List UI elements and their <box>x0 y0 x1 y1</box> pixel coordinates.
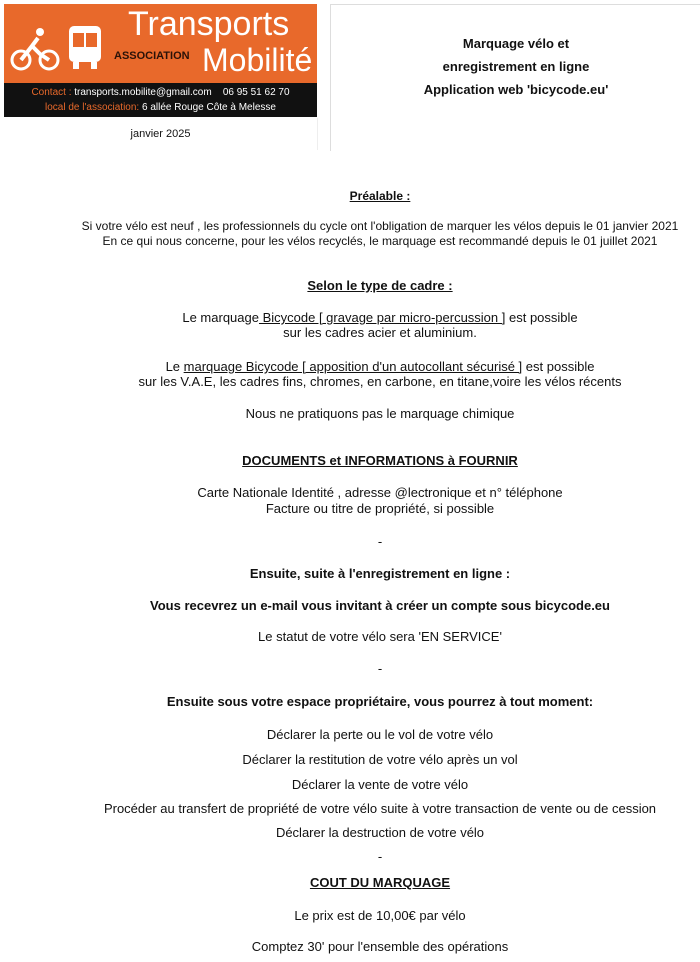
document-item: Facture ou titre de propriété, si possible <box>265 501 495 516</box>
action-item: Déclarer la restitution de votre vélo après un vol <box>242 752 518 767</box>
bicycle-icon <box>10 24 60 74</box>
autocollant-line2: sur les V.A.E, les cadres fins, chromes, en carbone, en titane,voire les vélos récents <box>138 374 622 389</box>
bus-icon <box>66 24 104 70</box>
local-label: local de l'association: <box>45 102 140 113</box>
documents-heading: DOCUMENTS et INFORMATIONS à FOURNIR <box>242 453 518 468</box>
action-item: Procéder au transfert de propriété de votre vélo suite à votre transaction de vente ou de cession <box>103 801 657 816</box>
espace-heading: Ensuite sous votre espace propriétaire, vous pourrez à tout moment: <box>166 694 594 709</box>
action-item: Déclarer la perte ou le vol de votre vélo <box>266 727 494 742</box>
contact-email: transports.mobilite@gmail.com <box>74 87 212 98</box>
prealable-line: En ce qui nous concerne, pour les vélos recyclés, le marquage est recommandé depuis le 01 juillet 2021 <box>102 234 658 248</box>
prealable-line: Si votre vélo est neuf , les professionnels du cycle ont l'obligation de marquer les vélos depuis le 01 janvier 2021 <box>81 219 679 233</box>
contact-phone: 06 95 51 62 70 <box>222 87 290 98</box>
association-logo <box>4 4 317 117</box>
separator-dash: - <box>377 534 383 549</box>
document-item: Carte Nationale Identité , adresse @lectronique et n° téléphone <box>197 485 563 500</box>
document-date: janvier 2025 <box>4 118 318 150</box>
gravage-link: Bicycode [ gravage par micro-percussion ] <box>258 310 506 325</box>
title-line: Application web 'bicycode.eu' <box>423 82 609 97</box>
duree-line: Comptez 30' pour l'ensemble des opérations <box>251 939 509 954</box>
title-line: enregistrement en ligne <box>442 59 590 74</box>
cadre-heading: Selon le type de cadre : <box>307 278 453 293</box>
document-title <box>330 4 700 151</box>
contact-band <box>4 83 317 117</box>
autocollant-link: marquage Bicycode [ apposition d'un autocollant sécurisé ] <box>183 359 523 374</box>
action-item: Déclarer la vente de votre vélo <box>291 777 469 792</box>
text: est possible <box>505 310 578 325</box>
email-heading: Vous recevrez un e-mail vous invitant à créer un compte sous bicycode.eu <box>150 598 610 613</box>
gravage-line <box>40 310 700 325</box>
action-item: Déclarer la destruction de votre vélo <box>275 825 485 840</box>
separator-dash: - <box>377 849 383 864</box>
gravage-line2: sur les cadres acier et aluminium. <box>283 325 477 340</box>
cout-heading: COUT DU MARQUAGE <box>309 875 451 890</box>
brand-mobilite: Mobilité <box>202 42 313 78</box>
text: est possible <box>522 359 595 374</box>
statut-line: Le statut de votre vélo sera 'EN SERVICE' <box>258 629 502 644</box>
brand-transports: Transports <box>128 5 290 43</box>
ensuite-heading: Ensuite, suite à l'enregistrement en ligne : <box>249 566 511 581</box>
brand-association: ASSOCIATION <box>114 50 190 62</box>
separator-dash: - <box>377 661 383 676</box>
title-line: Marquage vélo et <box>462 36 570 51</box>
contact-label: Contact : <box>31 87 72 98</box>
text: Le marquage <box>182 310 259 325</box>
text: Le <box>165 359 184 374</box>
prealable-heading: Préalable : <box>349 189 411 203</box>
prix-line: Le prix est de 10,00€ par vélo <box>294 908 466 923</box>
address: 6 allée Rouge Côte à Melesse <box>141 102 276 113</box>
chimique-line: Nous ne pratiquons pas le marquage chimique <box>245 406 515 421</box>
autocollant-line <box>40 359 700 374</box>
